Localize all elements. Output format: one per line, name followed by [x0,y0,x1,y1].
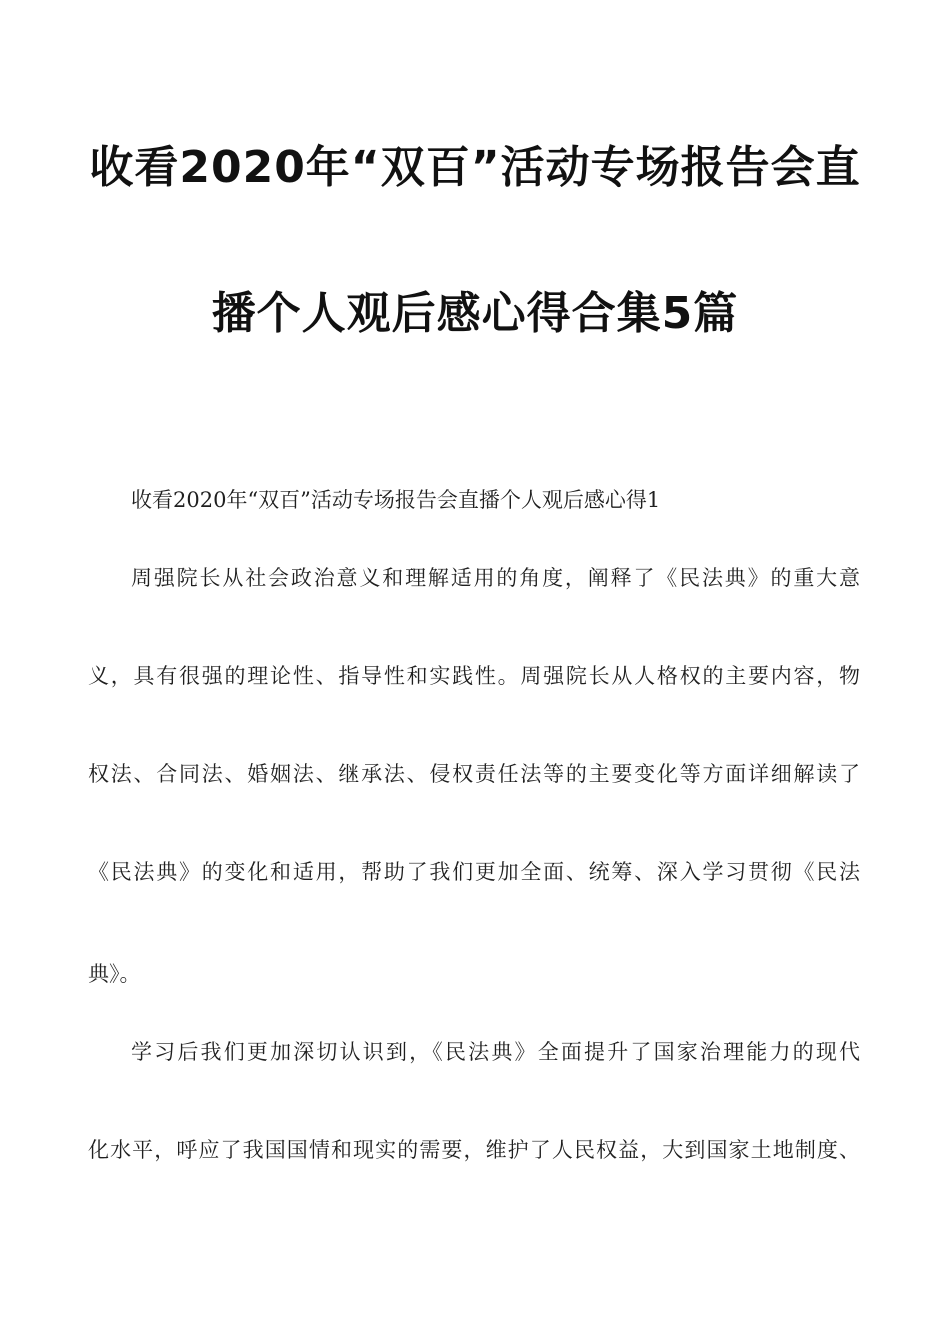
paragraph-1-line-5: 典》。 [88,962,141,986]
document-title-line-1: 收看2020年“双百”活动专场报告会直 [89,142,861,193]
paragraph-1-line-4: 《民法典》的变化和适用，帮助了我们更加全面、统筹、深入学习贯彻《民法 [88,860,860,884]
paragraph-2-line-1: 学习后我们更加深切认识到，《民法典》全面提升了国家治理能力的现代 [131,1040,860,1064]
paragraph-1-line-3: 权法、合同法、婚姻法、继承法、侵权责任法等的主要变化等方面详细解读了 [88,762,860,786]
paragraph-1-line-2: 义，具有很强的理论性、指导性和实践性。周强院长从人格权的主要内容，物 [88,664,860,688]
section-heading-1: 收看2020年“双百”活动专场报告会直播个人观后感心得1 [131,488,661,512]
paragraph-1-line-1: 周强院长从社会政治意义和理解适用的角度，阐释了《民法典》的重大意 [131,566,860,590]
document-title-line-2: 播个人观后感心得合集5篇 [211,288,739,339]
paragraph-2-line-2: 化水平，呼应了我国国情和现实的需要，维护了人民权益，大到国家土地制度、 [88,1138,860,1162]
